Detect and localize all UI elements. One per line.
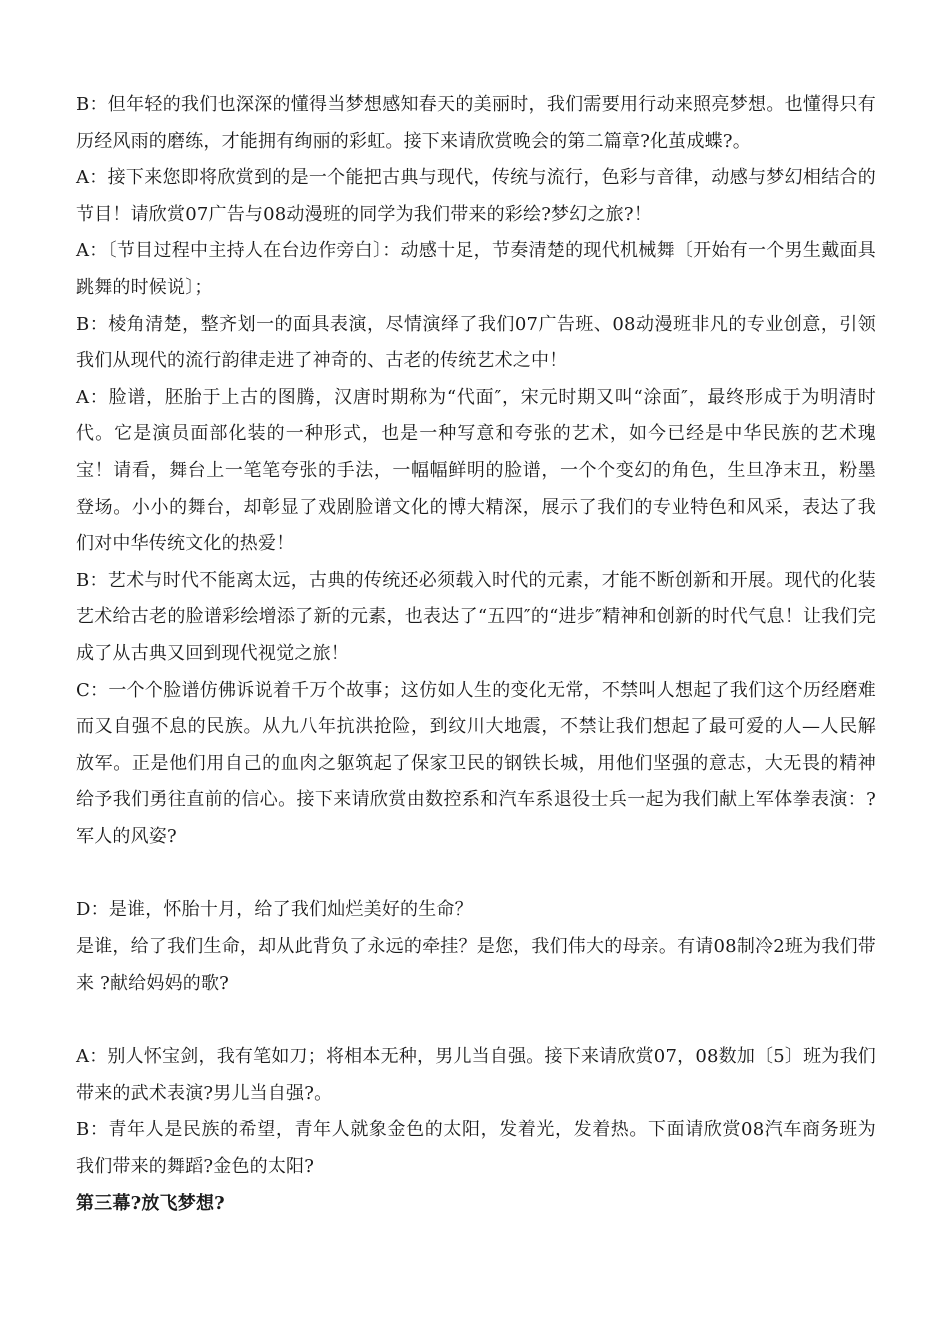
script-body <box>76 87 876 1222</box>
paragraph-b-intro-chapter-two: B：但年轻的我们也深深的懂得当梦想感知春天的美丽时，我们需要用行动来照亮梦想。也懂得只有历经风雨的磨练，才能拥有绚丽的彩虹。接下来请欣赏晚会的第二篇章?化茧成蝶?。 <box>76 94 876 152</box>
act-three-heading: 第三幕?放飞梦想? <box>76 1192 225 1214</box>
paragraph-a-painting-journey: A：接下来您即将欣赏到的是一个能把古典与现代，传统与流行，色彩与音律，动感与梦幻相结合的节目！请欣赏07广告与08动漫班的同学为我们带来的彩绘?梦幻之旅?！ <box>76 167 876 225</box>
paragraph-b-art-and-era: B：艺术与时代不能离太远，古典的传统还必须载入时代的元素，才能不断创新和开展。现代的化装艺术给古老的脸谱彩绘增添了新的元素，也表达了“五四″的“进步″精神和创新的时代气息！让我们完成了从古典又回到现代视觉之旅！ <box>76 569 876 664</box>
paragraph-mother-song: 是谁，给了我们生命，却从此背负了永远的牵挂？是您，我们伟大的母亲。有请08制冷2班为我们带来 ?献给妈妈的歌? <box>76 936 876 994</box>
paragraph-c-soldiers: C：一个个脸谱仿佛诉说着千万个故事；这仿如人生的变化无常，不禁叫人想起了我们这个历经磨难而又自强不息的民族。从九八年抗洪抢险，到纹川大地震，不禁让我们想起了最可爱的人—人民解放军。正是他们用自己的血肉之躯筑起了保家卫民的钢铁长城，用他们坚强的意志，大无畏的精神给予我们勇往直前的信心。接下来请欣赏由数控系和汽车系退役士兵一起为我们献上军体拳表演：?军人的风姿? <box>76 679 876 847</box>
paragraph-b-mask-show: B：棱角清楚，整齐划一的面具表演，尽情演绎了我们07广告班、08动漫班非凡的专业创意，引领我们从现代的流行韵律走进了神奇的、古老的传统艺术之中！ <box>76 313 876 372</box>
paragraph-a-facial-makeup: A：脸谱，胚胎于上古的图腾，汉唐时期称为“代面″，宋元时期又叫“涂面″，最终形成于为明清时代。它是演员面部化装的一种形式，也是一种写意和夸张的艺术，如今已经是中华民族的艺术瑰宝！请看，舞台上一笔笔夸张的手法，一幅幅鲜明的脸谱，一个个变幻的角色，生旦净末丑，粉墨登场。小小的舞台，却彰显了戏剧脸谱文化的博大精深，展示了我们的专业特色和风采，表达了我们对中华传统文化的热爱！ <box>76 386 876 555</box>
paragraph-a-martial-arts: A：别人怀宝剑，我有笔如刀；将相本无种，男儿当自强。接下来请欣赏07，08数加〔5〕班为我们带来的武术表演?男儿当自强?。 <box>76 1046 876 1104</box>
paragraph-d-mother-question: D：是谁，怀胎十月，给了我们灿烂美好的生命？ <box>76 899 473 921</box>
paragraph-b-golden-sun: B：青年人是民族的希望，青年人就象金色的太阳，发着光，发着热。下面请欣赏08汽车商务班为我们带来的舞蹈?金色的太阳? <box>76 1119 876 1178</box>
paragraph-a-narration: A：〔节目过程中主持人在台边作旁白〕：动感十足，节奏清楚的现代机械舞〔开始有一个男生戴面具跳舞的时候说〕； <box>76 240 876 298</box>
